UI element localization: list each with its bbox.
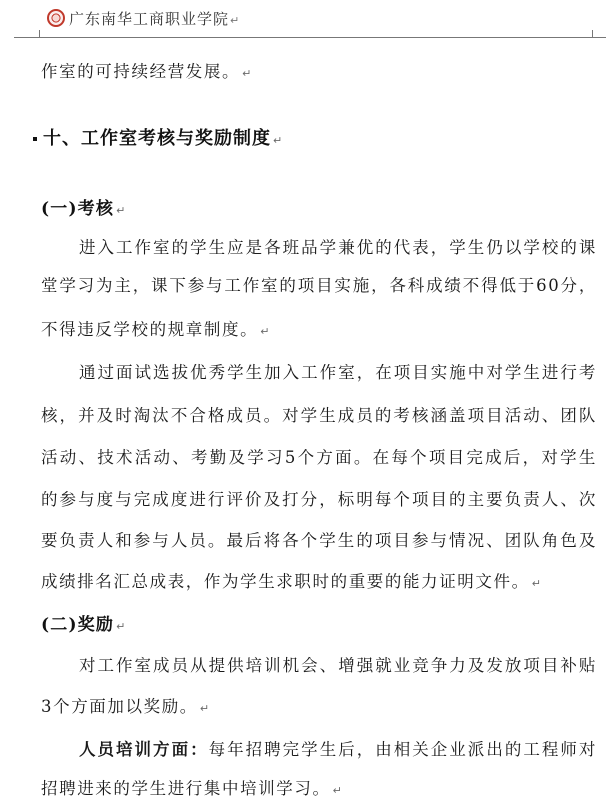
- page-header: [0, 0, 606, 48]
- paragraph-mark-icon: ↵: [199, 702, 210, 715]
- section-heading: 十、工作室考核与奖励制度 ↵: [41, 124, 282, 150]
- paragraph-mark-icon: ↵: [531, 577, 541, 590]
- bullet-icon: [33, 137, 37, 141]
- header-rule-right-tick: [592, 37, 606, 38]
- text-line: 对工作室成员从提供培训机会、增强就业竞争力及发放项目补贴: [79, 656, 597, 675]
- paragraph-mark-icon: ↵: [242, 67, 252, 80]
- paragraph-mark-icon: ↵: [116, 620, 126, 633]
- text-line: 3个方面加以奖励。 ↵: [41, 697, 210, 716]
- paragraph-mark-icon: ↵: [260, 325, 270, 338]
- text-line: 通过面试选拔优秀学生加入工作室，在项目实施中对学生进行考: [79, 363, 597, 382]
- subsection-heading-assessment: (一)考核 ↵: [41, 199, 126, 219]
- school-logo-icon: [47, 9, 65, 27]
- text-line: 进入工作室的学生应是各班品学兼优的代表，学生仍以学校的课: [79, 238, 597, 257]
- paragraph-mark-icon: ↵: [332, 784, 342, 797]
- text-line: 不得违反学校的规章制度。 ↵: [41, 320, 270, 339]
- header-rule-left-tick: [14, 37, 39, 38]
- text-line: 人员培训方面：每年招聘完学生后，由相关企业派出的工程师对: [79, 740, 597, 759]
- bold-run: 人员培训方面：: [79, 740, 209, 759]
- text-line: 要负责人和参与人员。最后将各个学生的项目参与情况、团队角色及: [41, 531, 597, 550]
- school-name: 广东南华工商职业学院↵: [69, 10, 241, 28]
- text-line: 成绩排名汇总成表，作为学生求职时的重要的能力证明文件。 ↵: [41, 572, 541, 591]
- text-line: 的参与度与完成度进行评价及打分，标明每个项目的主要负责人、次: [41, 490, 597, 509]
- text-line: 招聘进来的学生进行集中培训学习。 ↵: [41, 779, 342, 798]
- paragraph-mark-icon: ↵: [116, 204, 126, 217]
- paragraph-mark-icon: ↵: [273, 134, 283, 147]
- text-line: 作室的可持续经营发展。 ↵: [41, 62, 252, 81]
- paragraph-mark-icon: ↵: [230, 14, 241, 27]
- text-line: 活动、技术活动、考勤及学习5个方面。在每个项目完成后，对学生: [41, 448, 597, 467]
- header-rule: [39, 37, 592, 38]
- text-line: 核，并及时淘汰不合格成员。对学生成员的考核涵盖项目活动、团队: [41, 406, 597, 425]
- subsection-heading-reward: (二)奖励 ↵: [41, 615, 126, 635]
- text-line: 堂学习为主，课下参与工作室的项目实施，各科成绩不得低于60分，: [41, 276, 597, 295]
